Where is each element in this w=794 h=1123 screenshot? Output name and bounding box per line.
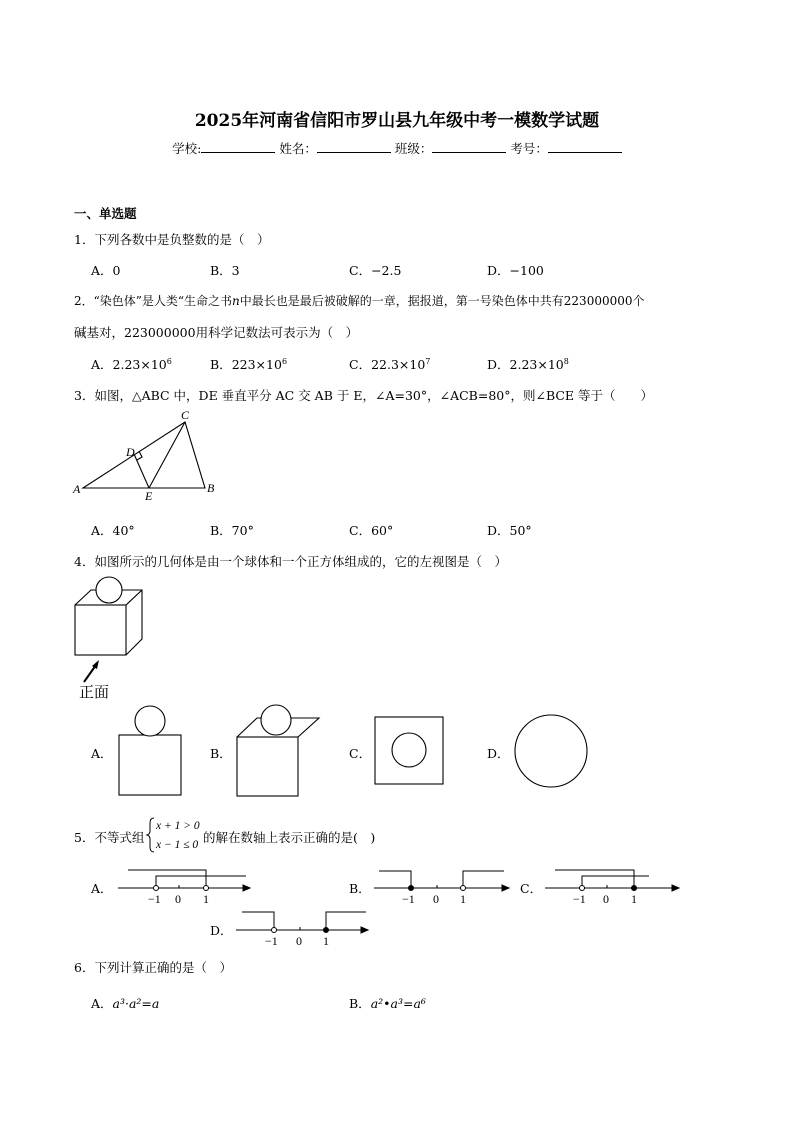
id-blank[interactable] [548, 140, 622, 153]
class-label: 班级： [394, 141, 433, 156]
question-5-stem-b: 的解在数轴上表示正确的是( ) [203, 830, 376, 845]
circle [135, 706, 165, 736]
question-5-stem-a: 5．不等式组 [74, 830, 145, 845]
cube-front-face [75, 605, 126, 655]
q4-option-d[interactable]: D． [487, 746, 510, 761]
tick-label: 0 [175, 892, 181, 906]
q2-b-exp: 6 [281, 356, 288, 366]
q1-option-a[interactable]: A．0 [91, 263, 121, 278]
student-info-line [0, 139, 794, 157]
tick-label: 1 [323, 934, 329, 948]
label-c: C [181, 408, 190, 422]
q5-number-line-b [374, 866, 514, 906]
q2-d-base: 2.23×10 [509, 357, 564, 372]
ray-left [555, 870, 634, 888]
q4-option-a[interactable]: A． [91, 746, 113, 761]
segment-ce [149, 422, 185, 488]
q6-b-expr: a²•a³=a⁶ [370, 996, 426, 1011]
ray-left [128, 870, 206, 888]
question-2-stem-line2: 碱基对，223000000用科学记数法可表示为（ ） [74, 325, 359, 340]
arrow-icon [502, 885, 509, 891]
q2-stem-n: n [232, 294, 240, 308]
tick-label: −1 [402, 892, 415, 906]
arrow-icon [672, 885, 679, 891]
ray-left [379, 871, 411, 888]
label-a: A [73, 482, 81, 496]
tick-label: −1 [573, 892, 586, 906]
q2-c-exp: 7 [425, 356, 431, 366]
inequality-2: x − 1 ≤ 0 [156, 839, 199, 851]
q2-a-base: 2.23×10 [112, 357, 167, 372]
school-blank[interactable] [201, 140, 275, 153]
q4-option-c-figure [374, 716, 446, 788]
segment-de [134, 454, 149, 488]
q5-number-line-c [545, 866, 685, 906]
inequality-system [146, 816, 206, 854]
q1-option-b[interactable]: B．3 [210, 263, 240, 278]
ray-left [242, 912, 274, 930]
arrow-icon [84, 660, 99, 682]
arrow-icon [243, 885, 250, 891]
q2-a-label: A． [91, 357, 113, 372]
arrow-icon [361, 927, 368, 933]
q2-stem-part2: 中最长也是最后被破解的一章，据报道，第一号染色体中共有223000000个 [239, 294, 645, 308]
label-b: B [207, 481, 215, 495]
q3-option-b[interactable]: B．70° [210, 523, 254, 538]
ray-right [326, 912, 366, 930]
q4-option-a-figure [117, 704, 183, 796]
open-point [461, 886, 466, 891]
q1-option-c[interactable]: C．−2.5 [349, 263, 402, 278]
tick-label: −1 [265, 934, 278, 948]
tick-label: 0 [296, 934, 302, 948]
tick-label: −1 [148, 892, 161, 906]
q6-b-label: B． [349, 996, 371, 1011]
section-heading: 一、单选题 [74, 206, 137, 221]
tick-label: 0 [433, 892, 439, 906]
open-point [154, 886, 159, 891]
q2-stem-part1: 2．“染色体”是人类“生命之书 [74, 294, 233, 308]
q2-d-exp: 8 [563, 356, 569, 366]
open-point [272, 928, 277, 933]
cube-top-edge [126, 590, 142, 605]
front-label: 正面 [79, 683, 110, 701]
q3-option-d[interactable]: D．50° [487, 523, 532, 538]
q6-option-b[interactable] [349, 994, 426, 1012]
q2-c-base: 22.3×10 [371, 357, 426, 372]
q5-option-a[interactable]: A． [91, 881, 113, 896]
label-e: E [145, 489, 153, 503]
inequality-1: x + 1 > 0 [156, 820, 200, 832]
q2-option-c[interactable] [349, 355, 430, 373]
q2-option-d[interactable] [487, 355, 569, 373]
triangle-figure [70, 408, 230, 508]
question-3-stem: 3．如图，△ABC 中，DE 垂直平分 AC 交 AB 于 E，∠A=30°，∠ACB=80°，则∠BCE 等于（ ） [74, 388, 654, 403]
q2-d-label: D． [487, 357, 510, 372]
label-d: D [126, 445, 135, 459]
q4-option-b[interactable]: B． [210, 746, 232, 761]
left-brace [147, 818, 154, 852]
class-blank[interactable] [432, 140, 506, 153]
page-title: 2025年河南省信阳市罗山县九年级中考一模数学试题 [194, 111, 600, 131]
question-2-stem-line1 [74, 292, 645, 309]
inner-circle [392, 733, 426, 767]
q3-option-a[interactable]: A．40° [91, 523, 135, 538]
q5-number-line-d [236, 908, 376, 948]
square [375, 717, 443, 784]
tick-label: 1 [460, 892, 466, 906]
q2-a-exp: 6 [166, 356, 172, 366]
open-point [204, 886, 209, 891]
sphere [261, 705, 291, 735]
square [119, 735, 181, 795]
tick-label: 0 [603, 892, 609, 906]
q5-option-d[interactable]: D． [210, 923, 233, 938]
q4-option-c[interactable]: C． [349, 746, 372, 761]
ray-right [582, 876, 649, 888]
ray-right [156, 876, 246, 888]
closed-point [409, 886, 414, 891]
cube-front [237, 737, 298, 796]
name-label: 姓名： [279, 141, 317, 156]
closed-point [324, 928, 329, 933]
q5-option-b[interactable]: B． [349, 881, 371, 896]
open-point [580, 886, 585, 891]
q6-a-expr: a³·a²=a [112, 996, 160, 1011]
tick-label: 1 [631, 892, 637, 906]
q2-option-a[interactable] [91, 355, 172, 373]
ray-right [463, 871, 504, 888]
q1-option-d[interactable]: D．−100 [487, 263, 544, 278]
q3-option-c[interactable]: C．60° [349, 523, 394, 538]
q5-number-line-a [118, 866, 253, 906]
question-6-stem: 6．下列计算正确的是（ ） [74, 960, 232, 975]
tick-label: 1 [203, 892, 209, 906]
q4-option-b-figure [235, 704, 325, 796]
q6-option-a[interactable] [91, 994, 159, 1012]
school-label: 学校: [172, 141, 202, 156]
q5-option-c[interactable]: C． [520, 881, 543, 896]
q2-option-b[interactable] [210, 355, 287, 373]
q2-b-label: B． [210, 357, 232, 372]
q6-a-label: A． [91, 996, 113, 1011]
q2-b-base: 223×10 [231, 357, 282, 372]
id-label: 考号： [510, 141, 548, 156]
q4-option-d-figure [513, 714, 589, 790]
closed-point [632, 886, 637, 891]
circle [515, 715, 587, 787]
name-blank[interactable] [317, 140, 391, 153]
triangle-abc [83, 422, 205, 488]
question-1-stem: 1．下列各数中是负整数的是（ ） [74, 232, 270, 247]
question-4-stem: 4．如图所示的几何体是由一个球体和一个正方体组成的，它的左视图是（ ） [74, 554, 507, 569]
sphere [96, 577, 122, 603]
q2-c-label: C． [349, 357, 372, 372]
